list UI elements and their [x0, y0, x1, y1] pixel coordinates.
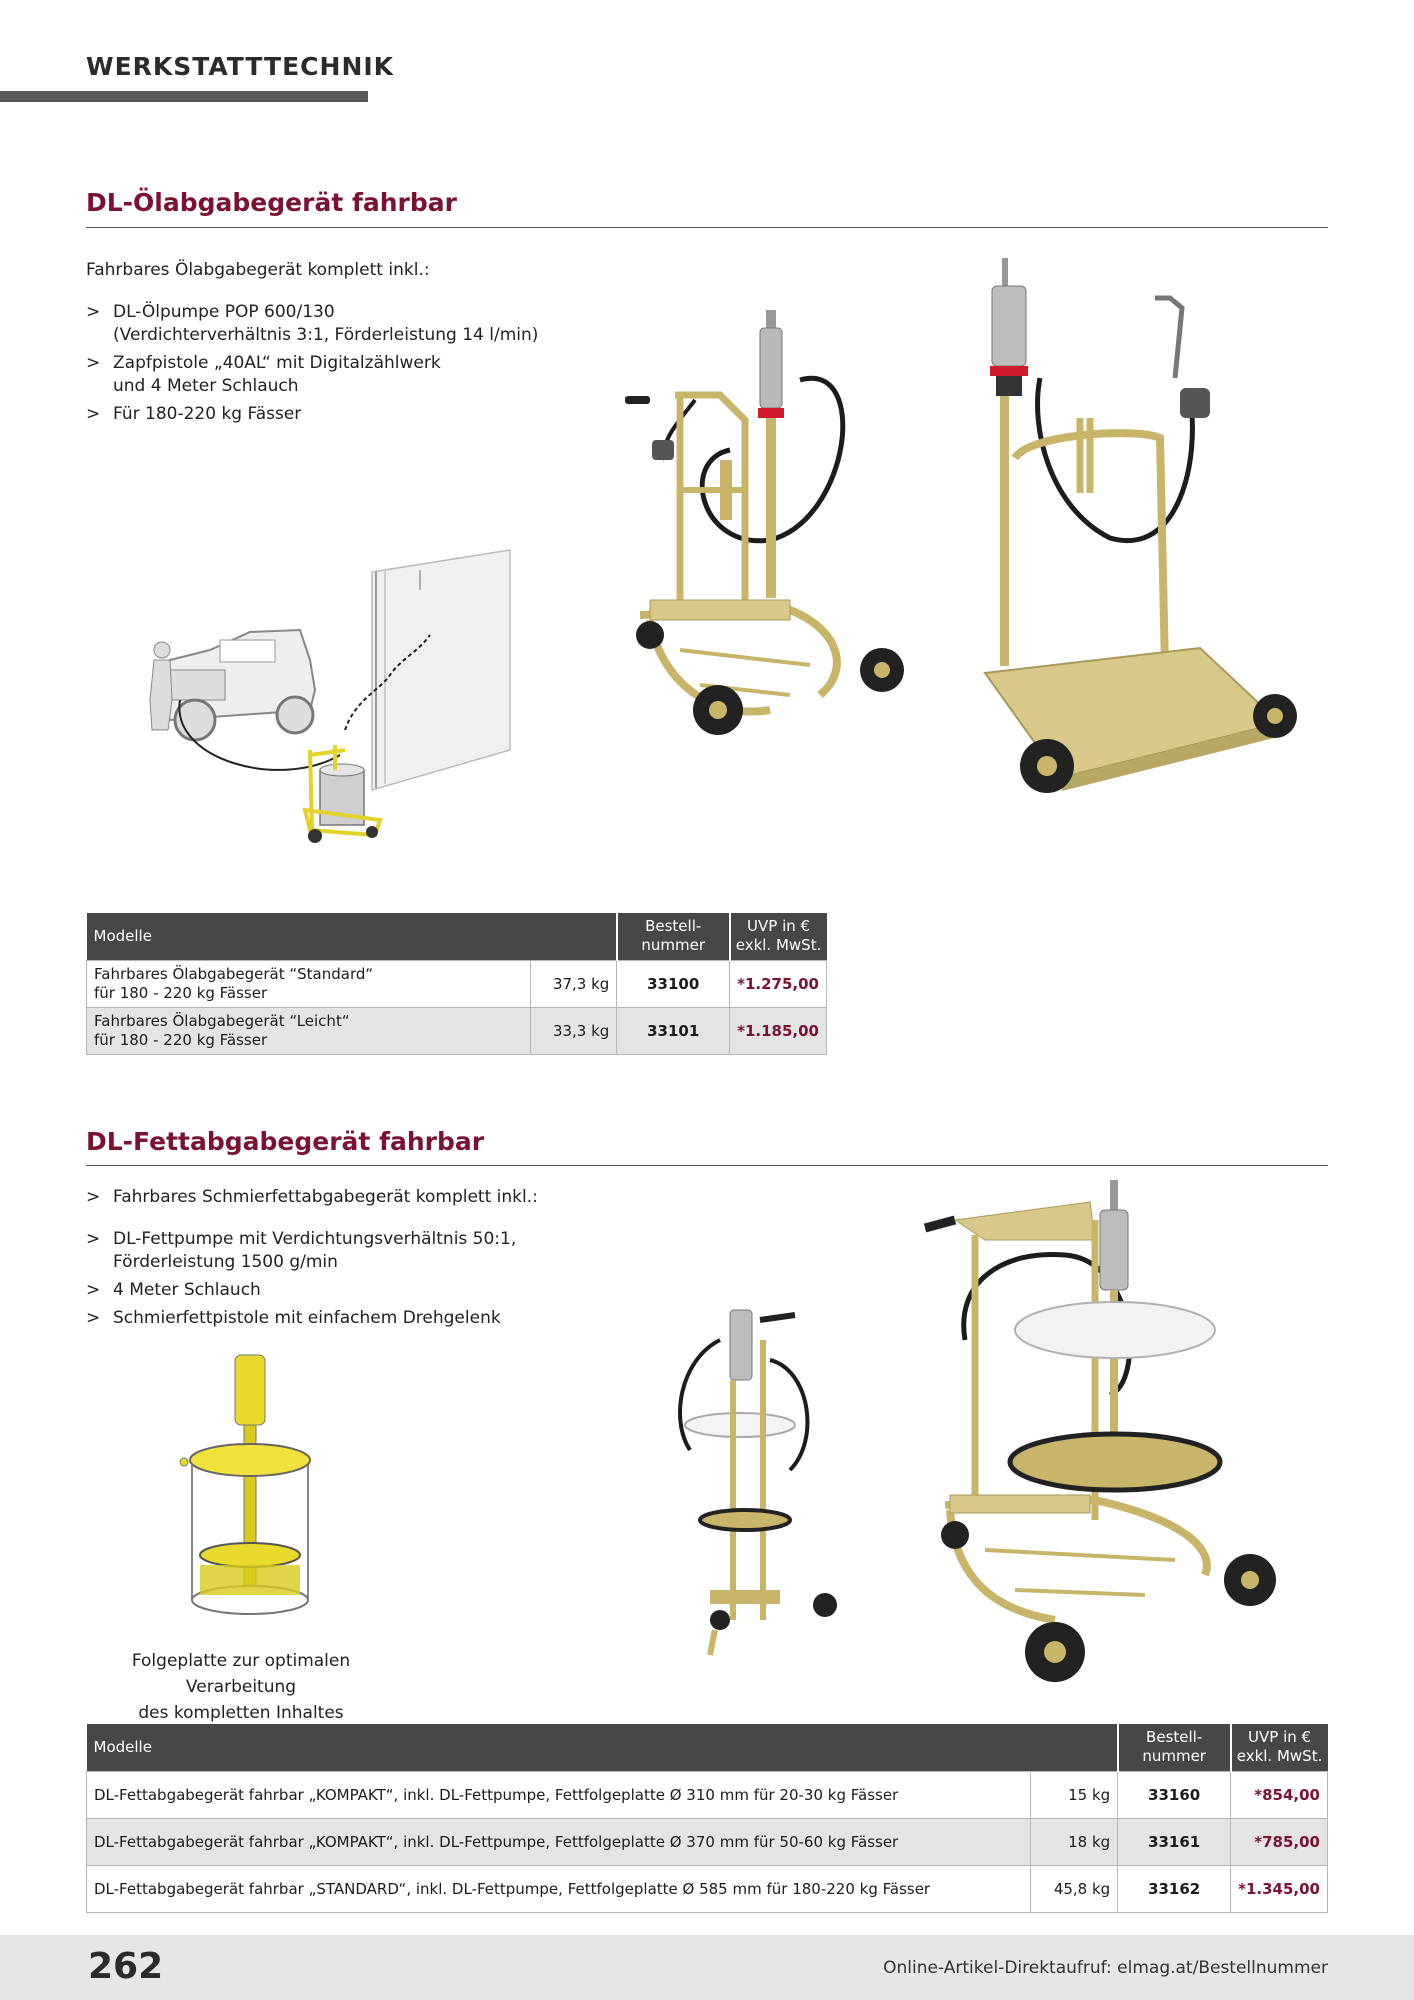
- list-item: > DL-Fettpumpe mit Verdichtungsverhältnis 50:1, Förderleistung 1500 g/min: [86, 1229, 517, 1272]
- price-cell: *1.345,00: [1231, 1865, 1328, 1912]
- list-item: > Zapfpistole „40AL“ mit Digitalzählwerk und 4 Meter Schlauch: [86, 353, 441, 396]
- table-header-price: UVP in € exkl. MwSt.: [730, 913, 827, 960]
- price-cell: *1.275,00: [730, 960, 827, 1007]
- oil-dispenser-light-image: [970, 258, 1300, 808]
- table-row: [87, 1818, 1328, 1865]
- workshop-illustration: [140, 550, 520, 860]
- model-name: DL-Fettabgabegerät fahrbar „KOMPAKT“, inkl. DL-Fettpumpe, Fettfolgeplatte Ø 370 mm für 50-60 kg Fässer: [87, 1818, 1031, 1865]
- table-header-order-number: Bestell- nummer: [617, 913, 730, 960]
- grease-dispenser-standard-image: [915, 1180, 1295, 1710]
- oil-section-title: DL-Ölabgabegerät fahrbar: [86, 188, 457, 217]
- grease-intro: > Fahrbares Schmierfettabgabegerät komplett inkl.:: [86, 1187, 538, 1207]
- follower-plate-illustration: [180, 1350, 320, 1630]
- model-name: DL-Fettabgabegerät fahrbar „KOMPAKT“, inkl. DL-Fettpumpe, Fettfolgeplatte Ø 310 mm für 20-30 kg Fässer: [87, 1771, 1031, 1818]
- weight-cell: 33,3 kg: [530, 1007, 617, 1054]
- table-row: [87, 1771, 1328, 1818]
- footer-link-text: Online-Artikel-Direktaufruf: elmag.at/Bestellnummer: [883, 1958, 1328, 1978]
- table-header-order-number: Bestell- nummer: [1118, 1724, 1231, 1771]
- oil-intro: Fahrbares Ölabgabegerät komplett inkl.:: [86, 260, 430, 280]
- weight-cell: 45,8 kg: [1031, 1865, 1118, 1912]
- weight-cell: 37,3 kg: [530, 960, 617, 1007]
- section-header-bar: [0, 91, 368, 102]
- order-number-cell: 33101: [617, 1007, 730, 1054]
- grease-section-title: DL-Fettabgabegerät fahrbar: [86, 1127, 485, 1156]
- grease-bullet-list: [86, 1228, 606, 1335]
- order-number-cell: 33160: [1118, 1771, 1231, 1818]
- page-number: 262: [88, 1946, 164, 1987]
- bullet-marker: >: [86, 1280, 101, 1300]
- table-header-model: Modelle: [87, 913, 617, 960]
- table-row: [87, 1865, 1328, 1912]
- model-name: DL-Fettabgabegerät fahrbar „STANDARD“, inkl. DL-Fettpumpe, Fettfolgeplatte Ø 585 mm für 180-220 kg Fässer: [87, 1865, 1031, 1912]
- list-item: > Für 180-220 kg Fässer: [86, 404, 302, 424]
- price-cell: *854,00: [1231, 1771, 1328, 1818]
- table-header-price: UVP in € exkl. MwSt.: [1231, 1724, 1328, 1771]
- oil-section-rule: [86, 227, 1328, 228]
- model-name: Fahrbares Ölabgabegerät “Leicht“ für 180 - 220 kg Fässer: [87, 1007, 531, 1054]
- list-item: > 4 Meter Schlauch: [86, 1280, 261, 1300]
- model-name: Fahrbares Ölabgabegerät “Standard“ für 180 - 220 kg Fässer: [87, 960, 531, 1007]
- weight-cell: 18 kg: [1031, 1818, 1118, 1865]
- weight-cell: 15 kg: [1031, 1771, 1118, 1818]
- section-header: WERKSTATTTECHNIK: [86, 52, 395, 81]
- list-item: > DL-Ölpumpe POP 600/130 (Verdichterverhältnis 3:1, Förderleistung 14 l/min): [86, 302, 539, 345]
- follower-plate-caption: Folgeplatte zur optimalen Verarbeitung des kompletten Inhaltes: [131, 1651, 351, 1723]
- price-cell: *785,00: [1231, 1818, 1328, 1865]
- bullet-marker: >: [86, 1229, 101, 1249]
- grease-dispenser-compact-image: [660, 1300, 840, 1670]
- oil-dispenser-standard-image: [620, 300, 910, 740]
- order-number-cell: 33100: [617, 960, 730, 1007]
- oil-bullet-list: [86, 301, 606, 431]
- price-cell: *1.185,00: [730, 1007, 827, 1054]
- oil-price-table: [86, 913, 827, 1055]
- table-row: [87, 1007, 827, 1054]
- grease-section-rule: [86, 1165, 1328, 1166]
- bullet-marker: >: [86, 1308, 101, 1328]
- order-number-cell: 33161: [1118, 1818, 1231, 1865]
- list-item: > Schmierfettpistole mit einfachem Drehgelenk: [86, 1308, 501, 1328]
- bullet-marker: >: [86, 302, 101, 322]
- table-row: [87, 960, 827, 1007]
- grease-price-table: [86, 1724, 1328, 1913]
- bullet-marker: >: [86, 1187, 101, 1207]
- order-number-cell: 33162: [1118, 1865, 1231, 1912]
- bullet-marker: >: [86, 353, 101, 373]
- table-header-model: Modelle: [87, 1724, 1118, 1771]
- bullet-marker: >: [86, 404, 101, 424]
